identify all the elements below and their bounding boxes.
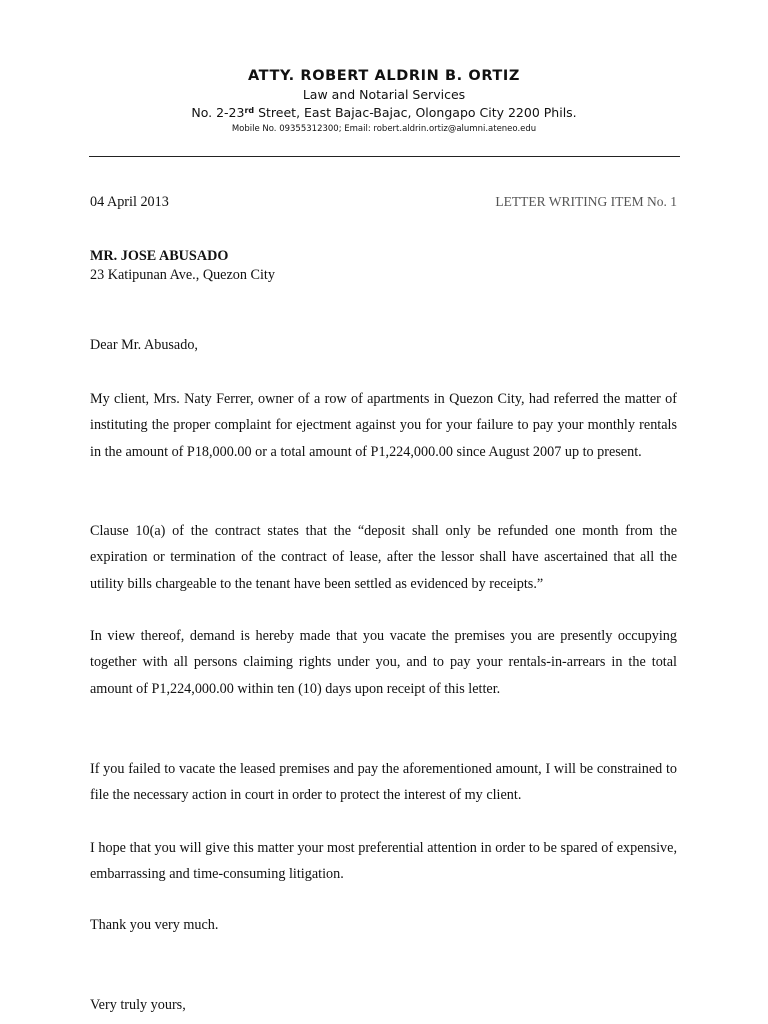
- paragraph-2: Clause 10(a) of the contract states that the “deposit shall only be refunded one month from the expiration or termination of the contract of lease, after the lessor shall have ascertained that all the utility bills chargeable to the tenant have been settled as evidenced by receipts.”: [90, 523, 677, 592]
- letter-date: 04 April 2013: [90, 194, 169, 210]
- paragraph-1: My client, Mrs. Naty Ferrer, owner of a row of apartments in Quezon City, had referred the matter of instituting the proper complaint for ejectment against you for your failure to pay your monthly rentals in the amount of P18,000.00 or a total amount of P1,224,000.00 since August 2007 up to present.: [90, 391, 677, 460]
- paragraph-5: I hope that you will give this matter your most preferential attention in order to be spared of expensive, embarrassing and time-consuming litigation.: [90, 840, 677, 883]
- letterhead-divider: [89, 156, 680, 157]
- paragraph-3: In view thereof, demand is hereby made that you vacate the premises you are presently occupying together with all persons claiming rights under you, and to pay your rentals-in-arrears in the total amount of P1,224,000.00 within ten (10) days upon receipt of this letter.: [90, 628, 677, 697]
- address-prefix: No. 2-23: [191, 105, 245, 120]
- address-suffix: Street, East Bajac-Bajac, Olongapo City 2200 Phils.: [254, 105, 577, 120]
- letterhead: [0, 66, 768, 136]
- attorney-name: ATTY. ROBERT ALDRIN B. ORTIZ: [247, 68, 521, 84]
- recipient-address: 23 Katipunan Ave., Quezon City: [90, 267, 275, 283]
- recipient-block: [90, 247, 275, 285]
- contact-line: Mobile No. 09355312300; Email: robert.aldrin.ortiz@alumni.ateneo.edu: [231, 124, 537, 134]
- address-line: [0, 104, 768, 122]
- item-label: LETTER WRITING ITEM No. 1: [495, 194, 677, 209]
- services-line: Law and Notarial Services: [302, 87, 466, 102]
- recipient-name: MR. JOSE ABUSADO: [90, 248, 229, 264]
- address-ordinal: rd: [244, 106, 255, 115]
- paragraph-4: If you failed to vacate the leased premises and pay the aforementioned amount, I will be constrained to file the necessary action in court in order to protect the interest of my client.: [90, 761, 677, 804]
- salutation: Dear Mr. Abusado,: [90, 337, 198, 353]
- closing-line: Very truly yours,: [90, 997, 186, 1013]
- thanks-line: Thank you very much.: [90, 917, 219, 933]
